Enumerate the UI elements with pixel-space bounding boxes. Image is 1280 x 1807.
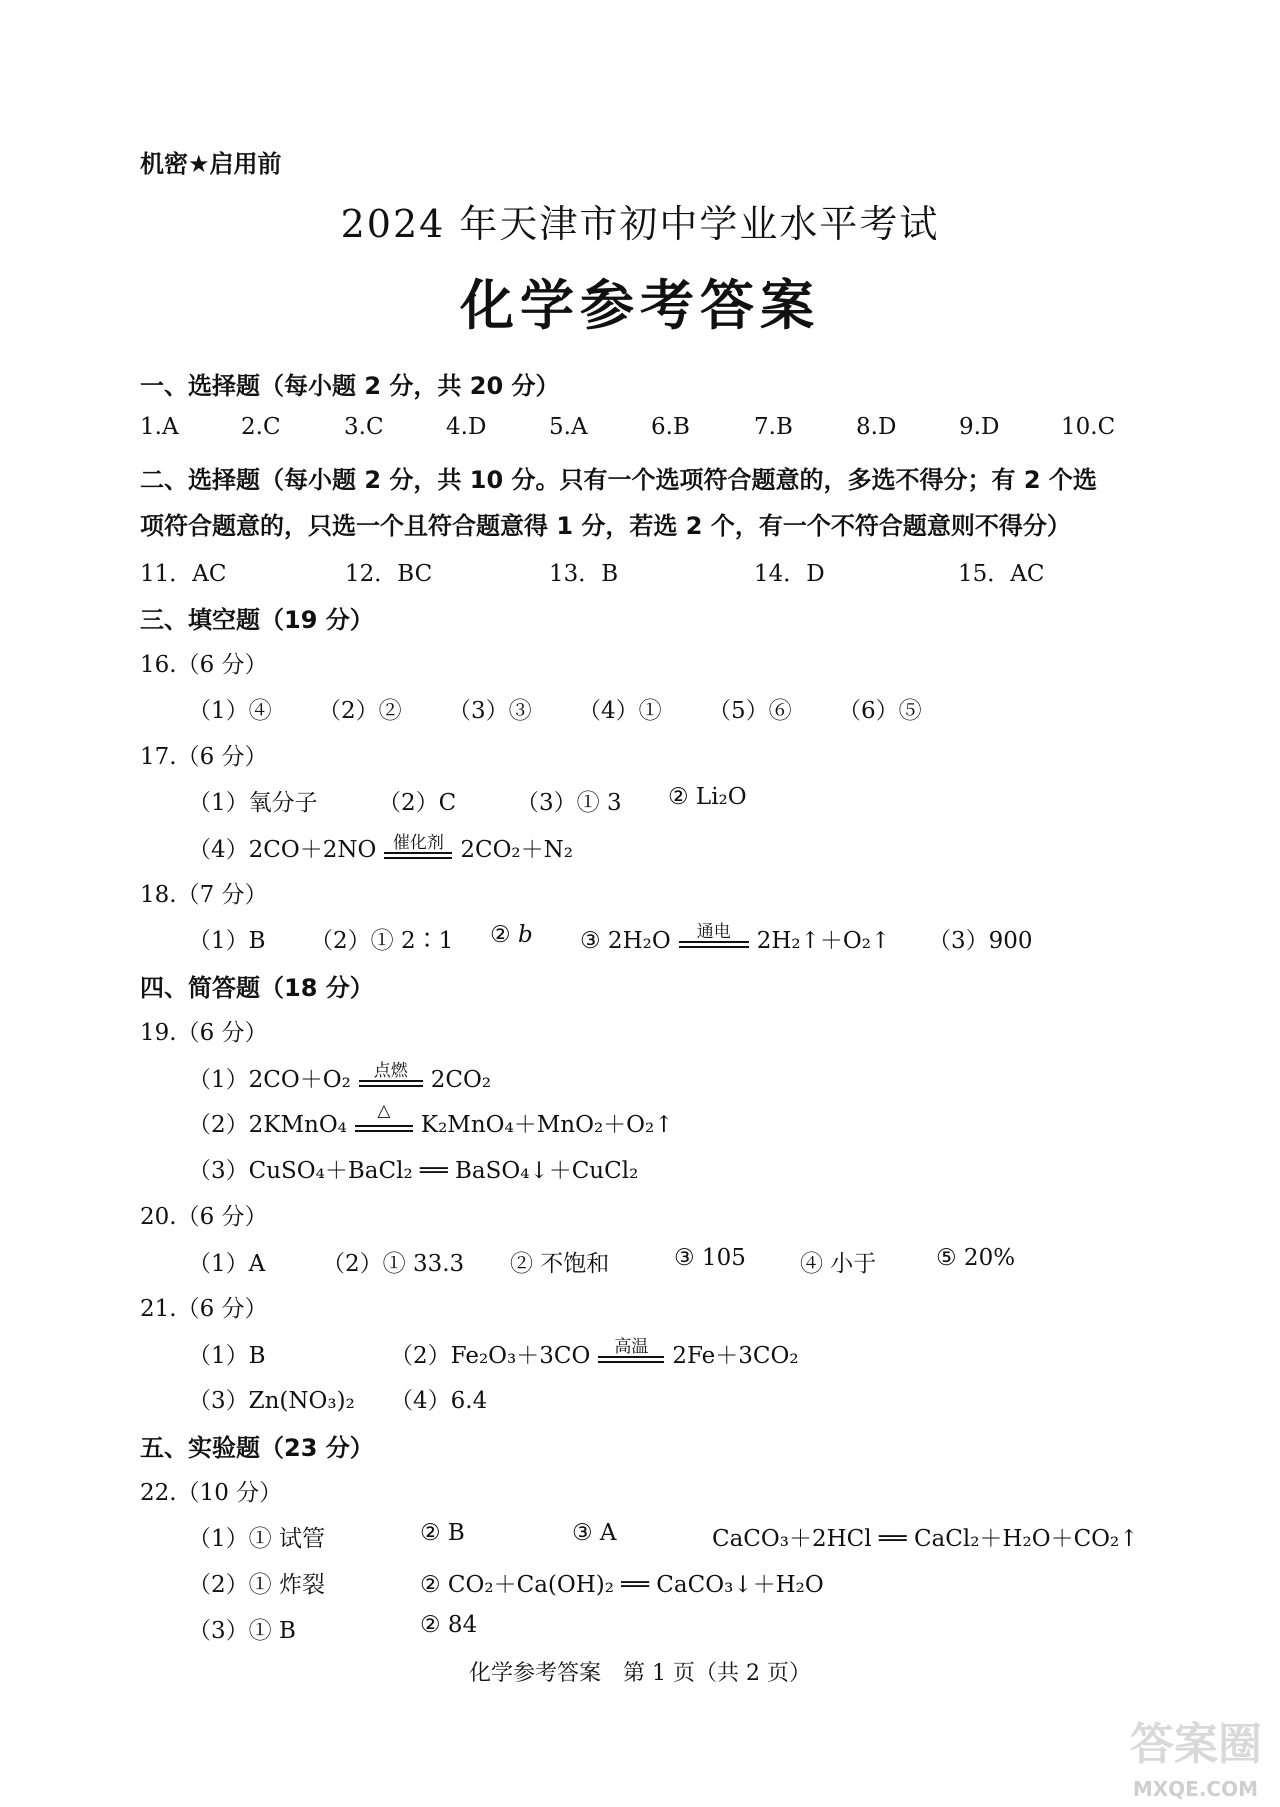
q21-equation: （2）Fe₂O₃＋3CO 高温 2Fe＋3CO₂ [390,1337,799,1370]
q16-answer-6: （6）⑤ [838,698,922,724]
answer-15: 15．AC [958,561,1045,587]
equation-reactants: （4）2CO＋2NO [188,837,377,863]
answer-6: 6.B [651,414,690,440]
q16-answer-4: （4）① [578,698,662,724]
q20-answer-1: （1）A [188,1251,266,1277]
q22-answer-3b: ② 84 [420,1612,478,1638]
q22-answer-2: （2）① 炸裂 [188,1572,325,1598]
equation-condition: 催化剂 [392,833,444,853]
equation-condition: 高温 [614,1337,649,1357]
equation-condition: △ [377,1101,391,1121]
section-heading-5: 五、实验题（23 分） [140,1434,374,1462]
q16-answer-2: （2）② [318,698,402,724]
answer-13: 13．B [549,561,619,587]
q19-equation-2: （2）2KMnO₄ △ K₂MnO₄＋MnO₂＋O₂↑ [188,1101,674,1138]
question-16-label: 16.（6 分） [140,652,268,678]
q20-answer-2e: ⑤ 20% [936,1245,1016,1271]
section-heading-2-line1: 二、选择题（每小题 2 分，共 10 分。只有一个选项符合题意的，多选不得分；有 2 个选 [140,466,1097,494]
q22-answer-1c: ③ A [572,1520,617,1546]
q16-answer-3: （3）③ [448,698,532,724]
q17-equation [188,831,573,864]
answer-10: 10.C [1061,414,1116,440]
watermark-site: MXQE.COM [1132,1777,1258,1801]
confidential-label: 机密★启用前 [140,150,282,178]
q22-answer-3: （3）① B [188,1618,296,1644]
q20-answer-2b: ② 不饱和 [510,1251,610,1277]
answer-14: 14．D [754,561,825,587]
question-20-label: 20.（6 分） [140,1204,268,1230]
equation-arrow [679,922,749,948]
q22-answer-1b: ② B [420,1520,465,1546]
q20-answer-2: （2）① 33.3 [322,1251,465,1277]
q16-answer-5: （5）⑥ [708,698,792,724]
q17-answer-1: （1）氧分子 [188,790,318,816]
section-heading-3: 三、填空题（19 分） [140,606,374,634]
q18-answer-2b: ② b [490,922,533,948]
answer-1: 1.A [140,414,179,440]
section-heading-1: 一、选择题（每小题 2 分，共 20 分） [140,372,560,400]
q18-equation [580,922,890,955]
q21-answer-4: （4）6.4 [390,1388,488,1414]
equation-products: 2CO₂＋N₂ [460,837,573,863]
answer-8: 8.D [856,414,897,440]
equation-arrow [359,1061,423,1087]
question-22-label: 22.（10 分） [140,1480,283,1506]
q17-answer-2: （2）C [378,790,457,816]
answer-4: 4.D [446,414,487,440]
answer-3: 3.C [344,414,384,440]
answer-12: 12．BC [345,561,433,587]
document-title: 化学参考答案 [460,274,820,337]
question-19-label: 19.（6 分） [140,1020,268,1046]
page-footer: 化学参考答案 第 1 页（共 2 页） [469,1661,811,1686]
question-21-label: 21.（6 分） [140,1296,268,1322]
section-heading-2-line2: 项符合题意的，只选一个且符合题意得 1 分，若选 2 个，有一个不符合题意则不得分） [140,512,1071,540]
answer-7: 7.B [754,414,793,440]
answer-5: 5.A [549,414,588,440]
q22-equation-2: ② CO₂＋Ca(OH)₂ ══ CaCO₃↓＋H₂O [420,1572,824,1598]
equation-products: 2H₂↑＋O₂↑ [756,928,891,954]
equation-reactants: ③ 2H₂O [580,928,671,954]
equation-arrow [355,1101,413,1132]
watermark-logo: 答案圈 [1130,1719,1262,1770]
q17-answer-3b: ② Li₂O [668,784,747,810]
q20-answer-2d: ④ 小于 [800,1251,877,1277]
q21-answer-3: （3）Zn(NO₃)₂ [188,1388,355,1414]
section-heading-4: 四、简答题（18 分） [140,974,374,1002]
q18-answer-3: （3）900 [928,928,1033,954]
q21-answer-1: （1）B [188,1343,266,1369]
q18-answer-2: （2）① 2∶1 [310,928,454,954]
question-18-label: 18.（7 分） [140,882,268,908]
question-17-label: 17.（6 分） [140,744,268,770]
equation-arrow [384,833,452,857]
answer-9: 9.D [959,414,1000,440]
equation-condition: 点燃 [373,1061,408,1081]
q19-equation-3: （3）CuSO₄＋BaCl₂ ══ BaSO₄↓＋CuCl₂ [188,1158,639,1184]
exam-title: 2024 年天津市初中学业水平考试 [340,202,940,246]
q18-answer-1: （1）B [188,928,266,954]
q20-answer-2c: ③ 105 [674,1245,746,1271]
q22-answer-1: （1）① 试管 [188,1526,325,1552]
q16-answer-1: （1）④ [188,698,272,724]
q22-equation-1: CaCO₃＋2HCl ══ CaCl₂＋H₂O＋CO₂↑ [712,1526,1139,1552]
q19-equation-1: （1）2CO＋O₂ 点燃 2CO₂ [188,1061,491,1094]
q17-answer-3: （3）① 3 [516,790,622,816]
answer-11: 11．AC [140,561,227,587]
equation-condition: 通电 [696,922,731,942]
answer-2: 2.C [241,414,281,440]
equation-arrow [598,1337,664,1363]
